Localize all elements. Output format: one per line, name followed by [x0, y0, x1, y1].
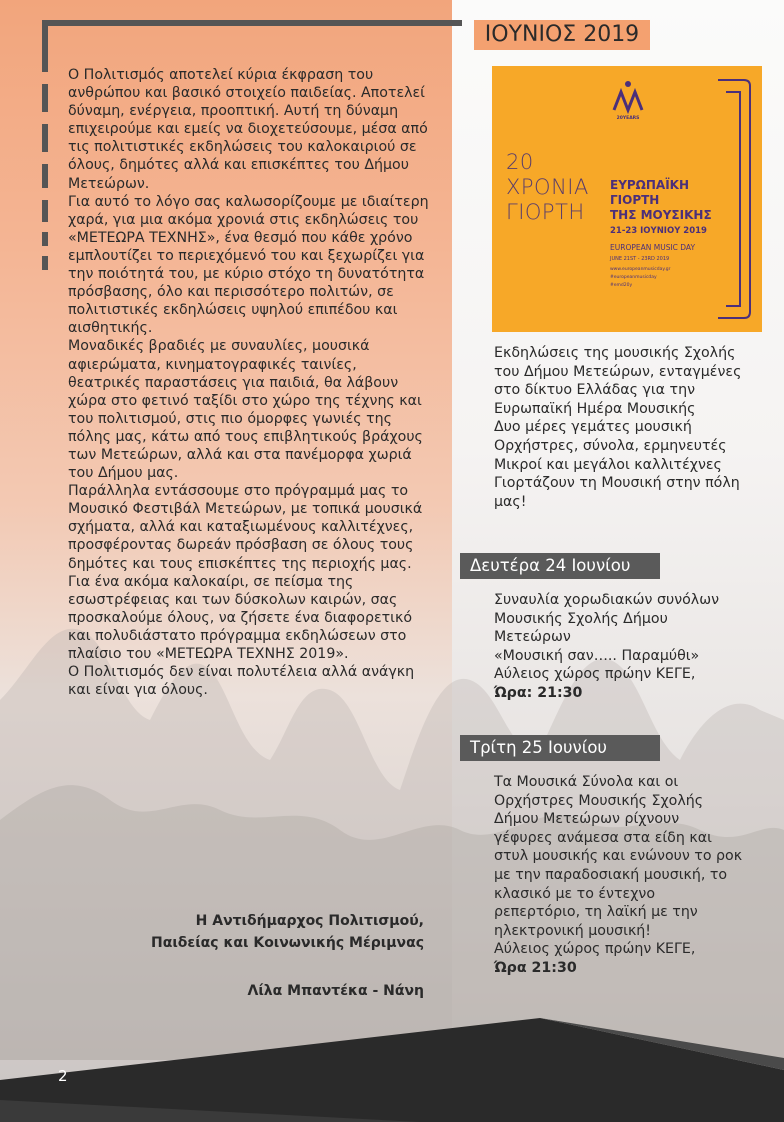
poster-years: 20YEARS — [616, 116, 640, 121]
day-heading-tuesday: Τρίτη 25 Ιουνίου — [460, 735, 660, 761]
intro-paragraph: Για αυτό το λόγο σας καλωσορίζουμε με ιδιαίτερη χαρά, για μια ακόμα χρονιά στις εκδηλώσεις του «ΜΕΤΕΩΡΑ ΤΕΧΝΗΣ», ένα θεσμό που κάθε χρόνο εμπλουτίζει το περιεχόμενό του και ξεχωρίζει για την ποιότητά του, με κύριο στόχο τη δυνατότητα πρόσβασης, όλο και περισσότερο πολιτών, σε πολιτιστικές εκδηλώσεις υψηλού επιπέδου και αισθητικής. — [68, 193, 429, 337]
signature-name: Λίλα Μπαντέκα - Νάνη — [247, 983, 424, 999]
event-time: Ώρα 21:30 — [494, 959, 577, 976]
intro-event-line: στο δίκτυο Ελλάδας για την — [494, 382, 696, 399]
frame-top-line — [42, 20, 462, 26]
event-line: Αύλειος χώρος πρώην ΚΕΓΕ, — [494, 941, 696, 958]
intro-paragraph: Για ένα ακόμα καλοκαίρι, σε πείσμα της εσωστρέφειας και των δύσκολων καιρών, σας προσκαλούμε όλους, να ζήσετε ένα διαφορετικό και πολυδιάστατο πρόγραμμα εκδηλώσεων στο πλαίσιο του «ΜΕΤΕΩΡΑ ΤΕΧΝΗΣ 2019». — [68, 573, 412, 662]
intro-event-line: μας! — [494, 493, 527, 510]
intro-event-line: Εκδηλώσεις της μουσικής Σχολής — [494, 345, 736, 361]
event-line: Συναυλία χορωδιακών συνόλων — [494, 592, 719, 608]
poster-big-line: ΓΙΟΡΤΗ — [506, 200, 585, 224]
event-line: κλασικό με το έντεχνο — [494, 885, 655, 902]
day-heading-monday: Δευτέρα 24 Ιουνίου — [460, 553, 660, 579]
poster-big-line: ΧΡΟΝΙΑ — [506, 175, 589, 199]
intro-event-line: Ορχήστρες, σύνολα, ερμηνευτές — [494, 437, 727, 454]
poster-title-line: ΕΥΡΩΠΑΪΚΗ — [610, 178, 690, 192]
music-day-poster — [492, 66, 762, 332]
event-line: ηλεκτρονική μουσική! — [494, 922, 651, 939]
month-header: ΙΟΥΝΙΟΣ 2019 — [474, 20, 650, 50]
event-time: Ώρα: 21:30 — [494, 684, 583, 701]
frame-dash — [42, 256, 48, 270]
frame-left-line — [42, 20, 48, 72]
frame-dash — [42, 124, 48, 152]
event-line: Τα Μουσικά Σύνολα και οι — [494, 774, 679, 790]
event-line: Μετεώρων — [494, 629, 571, 646]
event-line: στυλ μουσικής και ενώνουν το ροκ — [494, 848, 743, 865]
event-line: Ορχήστρες Μουσικής Σχολής — [494, 792, 704, 809]
poster-english-title: EUROPEAN MUSIC DAY — [610, 243, 696, 252]
poster-title-line: ΓΙΟΡΤΗ — [610, 193, 660, 207]
signature-title-line: Παιδείας και Κοινωνικής Μέριμνας — [151, 935, 424, 951]
event-line: Δήμου Μετεώρων ρίχνουν — [494, 811, 680, 828]
frame-dash — [42, 232, 48, 246]
event-line: «Μουσική σαν….. Παραμύθι» — [494, 647, 700, 664]
signature-title-line: Η Αντιδήμαρχος Πολιτισμού, — [195, 913, 424, 929]
frame-dash — [42, 200, 48, 222]
event-line: ρεπερτόριο, τη λαϊκή με την — [494, 904, 698, 921]
page-number: 2 — [58, 1067, 68, 1085]
event-line: Μουσικής Σχολής Δήμου — [494, 610, 668, 627]
frame-dash — [42, 84, 48, 112]
event-tuesday — [494, 773, 778, 978]
bottom-dark-band — [0, 1010, 784, 1122]
event-line: με την παραδοσιακή μουσική, το — [494, 866, 728, 883]
poster-dates: 21-23 ΙΟΥΝΙΟΥ 2019 — [610, 226, 707, 236]
poster-links — [610, 266, 671, 290]
intro-event-line: Μικροί και μεγάλοι καλλιτέχνες — [494, 456, 722, 473]
intro-paragraph: Ο Πολιτισμός δεν είναι πολυτέλεια αλλά ανάγκη και είναι για όλους. — [68, 664, 415, 699]
intro-event-line: Ευρωπαϊκή Ημέρα Μουσικής — [494, 400, 696, 417]
intro-paragraph: Μοναδικές βραδιές με συναυλίες, μουσικά αφιερώματα, κινηματογραφικές ταινίες, θεατρικές παραστάσεις για παιδιά, θα λάβουν χώρα στο φετινό ταξίδι στο χώρο της τέχνης και του πολιτισμού, στις πιο όμορφες γωνιές της πόλης μας, κάτω από τους επιβλητικούς βράχους των Μετεώρων, αλλά και στα πανέμορφα χωριά του Δήμου μας. — [68, 338, 423, 482]
event-monday — [494, 591, 774, 703]
intro-event-line: του Δήμου Μετεώρων, ενταγμένες — [494, 363, 742, 380]
signature-title — [94, 910, 424, 954]
frame-dash — [42, 164, 48, 188]
poster-site: www.europeanmusicday.gr — [610, 267, 671, 272]
event-line: γέφυρες ανάμεσα στα είδη και — [494, 829, 712, 846]
event-line: Αύλειος χώρος πρώην ΚΕΓΕ, — [494, 666, 696, 683]
music-day-logo-icon — [610, 80, 646, 114]
poster-title — [610, 178, 712, 223]
intro-paragraph: Ο Πολιτισμός αποτελεί κύρια έκφραση του ανθρώπου και βασικό στοιχείο παιδείας. Αποτελεί δύναμη, ενέργεια, προοπτική. Αυτή τη δύναμη επιχειρούμε και εμείς να διοχετεύσουμε, μέσα από τις πολιτιστικές εκδηλώσεις του καλοκαιριού σε όλους, δημότες αλλά και επισκέπτες του Δήμου Μετεώρων. — [68, 67, 428, 192]
poster-tag: #europeanmusicday — [610, 275, 657, 280]
poster-title-line: ΤΗΣ ΜΟΥΣΙΚΗΣ — [610, 208, 712, 222]
poster-big-line: 20 — [506, 150, 534, 174]
poster-big-text — [506, 150, 589, 225]
intro-paragraph: Παράλληλα εντάσσουμε στο πρόγραμμά μας το Μουσικό Φεστιβάλ Μετεώρων, με τοπικά μουσικά σχήματα, αλλά και καταξιωμένους καλλιτέχνες, προσφέροντας δωρεάν πρόσβαση σε όλους τους δημότες και τους επισκέπτες της περιοχής μας. — [68, 483, 423, 572]
intro-text — [68, 66, 430, 699]
poster-bracket-graphic — [714, 76, 754, 322]
intro-event-line: Δυο μέρες γεμάτες μουσική — [494, 419, 692, 436]
intro-event-line: Γιορτάζουν τη Μουσική στην πόλη — [494, 475, 740, 492]
poster-tag: #emd20y — [610, 283, 633, 288]
poster-english-dates: JUNE 21ST - 23RD 2019 — [610, 256, 670, 262]
music-school-intro — [494, 344, 774, 511]
